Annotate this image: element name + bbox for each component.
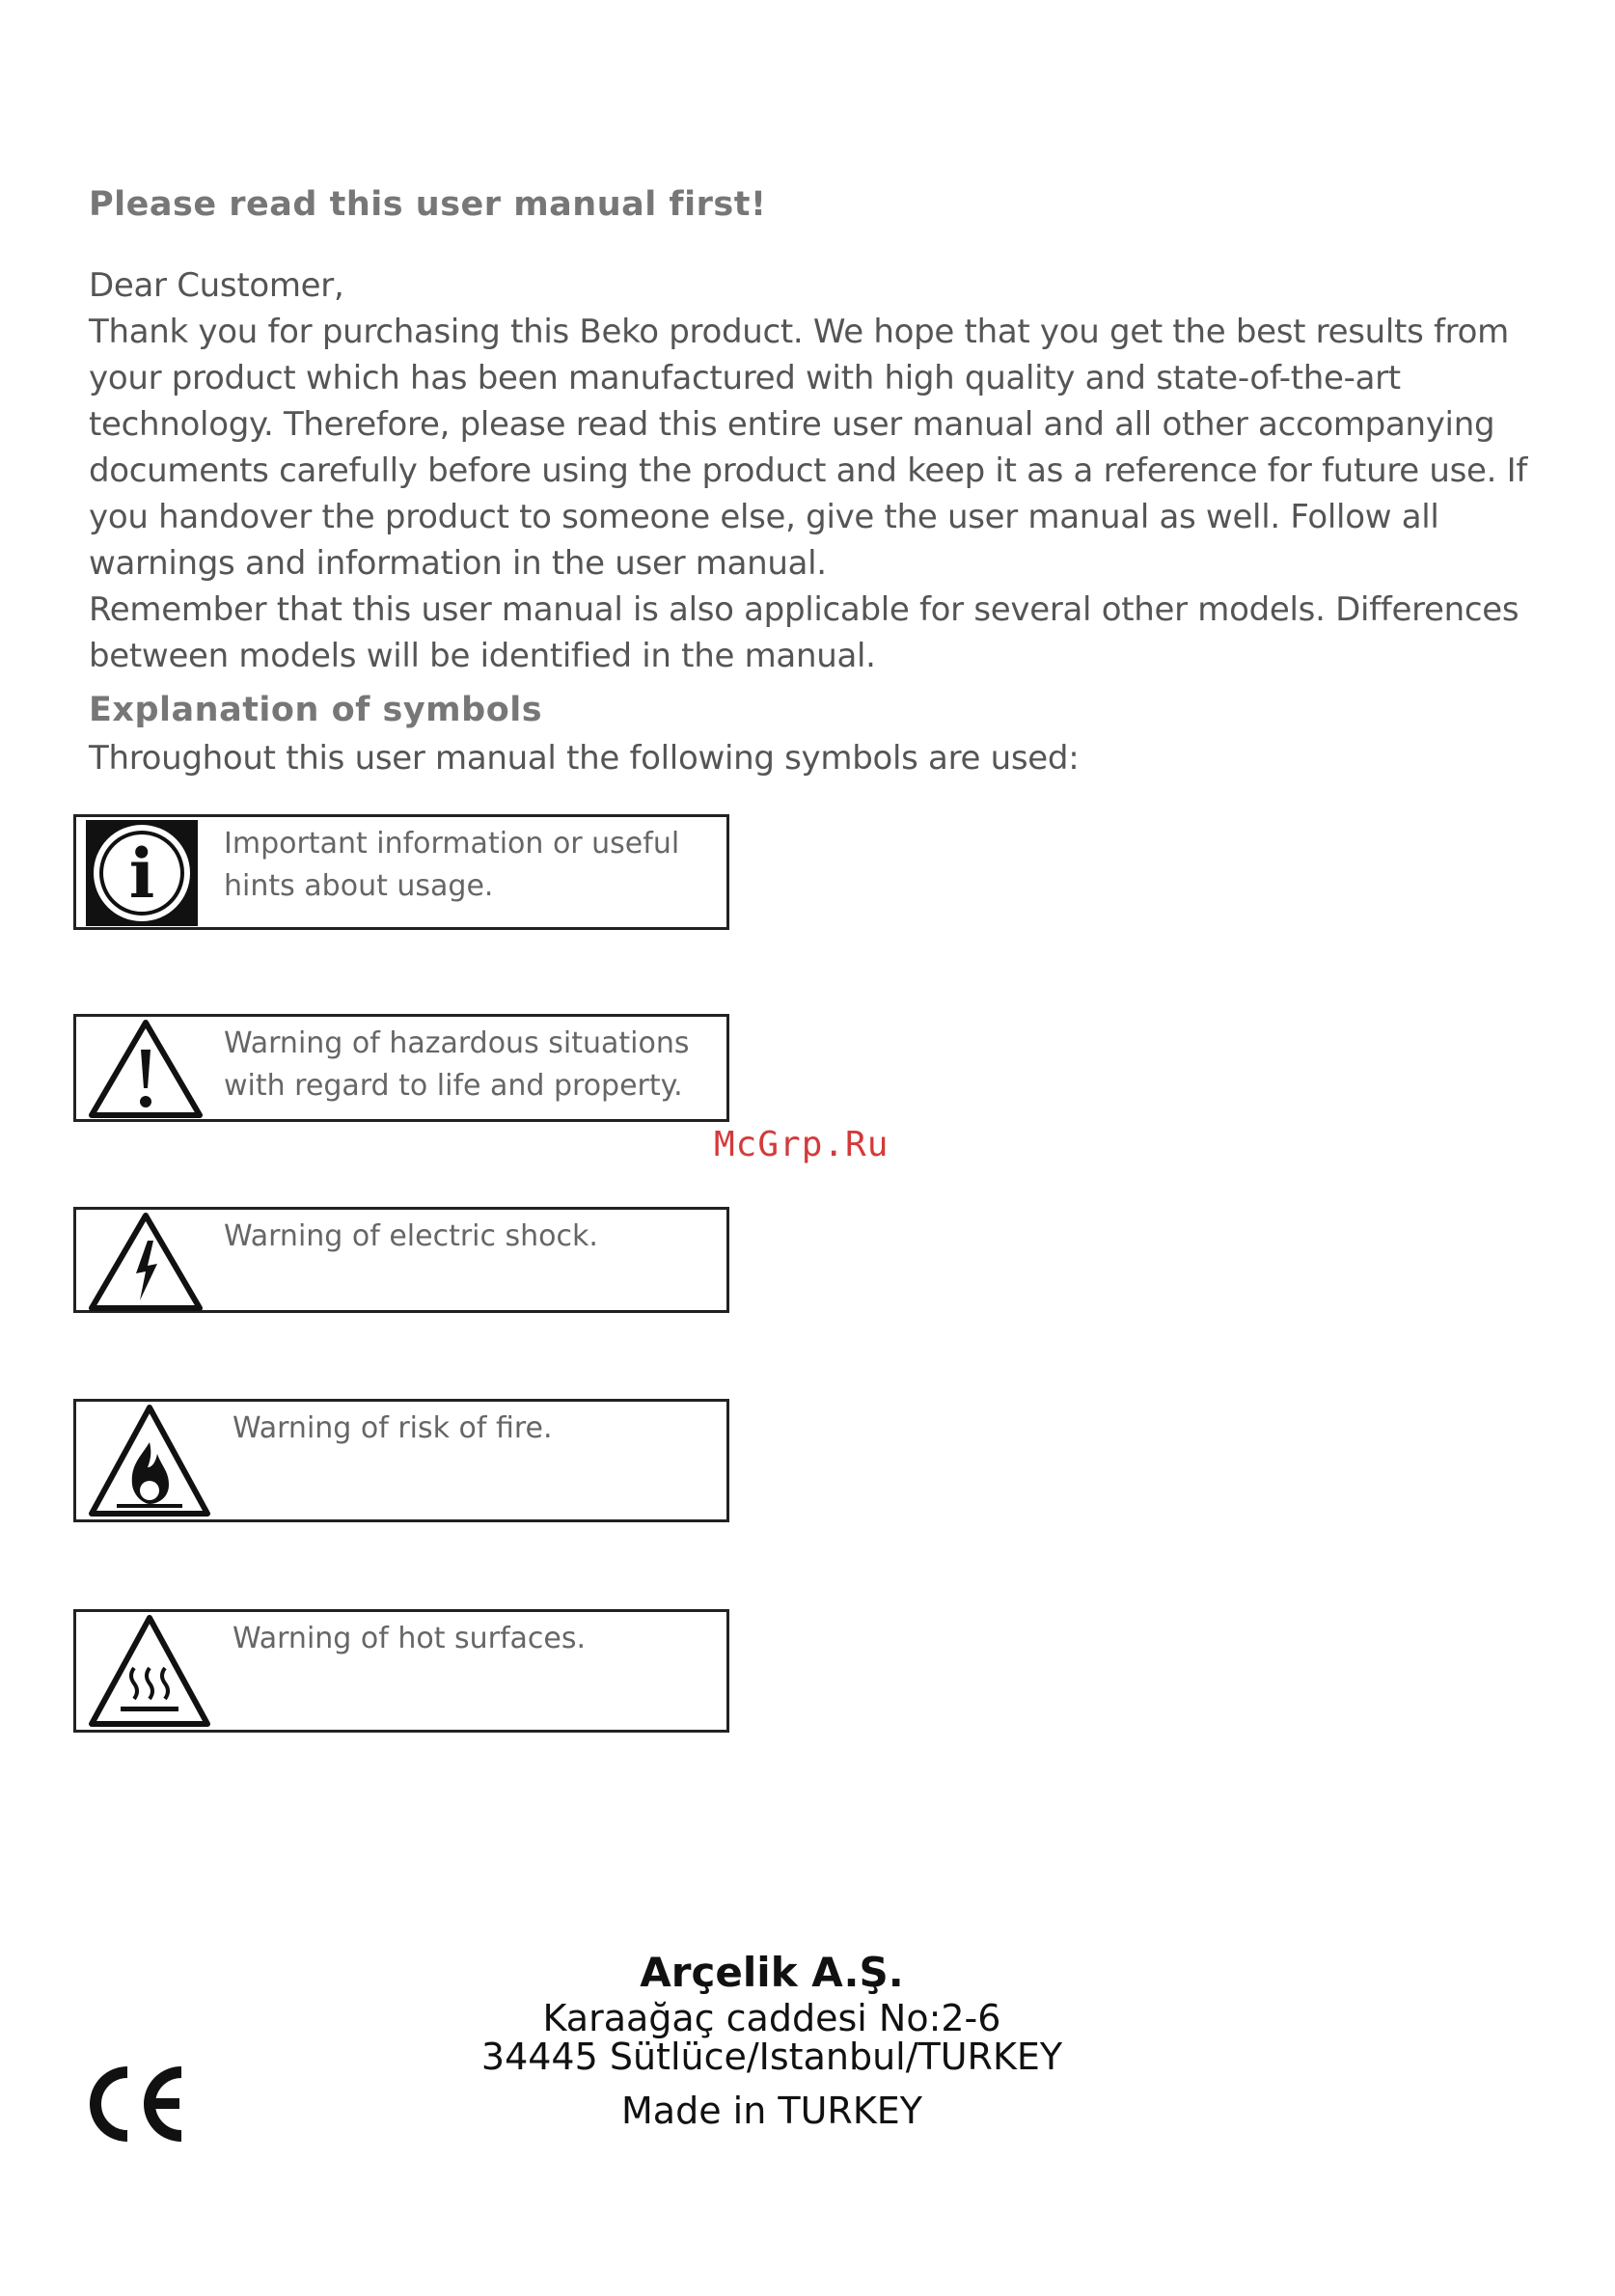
symbol-text-info: Important information or useful hints about usage.: [224, 827, 680, 903]
intro-paragraph-1: Thank you for purchasing this Beko product. We hope that you get the best results from your product which has been manufactured with high quality and state-of-the-art technology. Therefore, please read this entire user manual and all other accompanying documents carefully before using the product and keep it as a reference for future use. If you handover the product to someone else, give the user manual as well. Follow all warnings and information in the user manual.: [89, 313, 1528, 583]
symbol-text-hazard: Warning of hazardous situations with regard to life and property.: [224, 1026, 690, 1103]
made-in: Made in TURKEY: [621, 2090, 922, 2132]
company-city: 34445 Sütlüce/Istanbul/TURKEY: [480, 2036, 1063, 2078]
symbols-intro: Throughout this user manual the following symbols are used:: [89, 739, 1080, 778]
ce-mark: [85, 2063, 191, 2146]
intro-text: [89, 262, 1555, 679]
hot-surface-icon: [88, 1614, 211, 1730]
symbol-text-electric: Warning of electric shock.: [224, 1219, 598, 1253]
svg-text:i: i: [128, 834, 155, 914]
symbol-row-hot: [73, 1609, 729, 1733]
fire-risk-icon: [88, 1404, 211, 1519]
symbol-row-electric: [73, 1207, 729, 1313]
electric-shock-icon: [88, 1212, 204, 1312]
symbol-row-info: [73, 814, 729, 930]
symbol-row-fire: [73, 1399, 729, 1522]
manual-title: Please read this user manual first!: [89, 185, 767, 224]
symbols-title: Explanation of symbols: [89, 691, 543, 729]
watermark: McGrp.Ru: [714, 1125, 890, 1164]
info-icon: [86, 820, 198, 926]
intro-paragraph-2: Remember that this user manual is also applicable for several other models. Differences between models will be identified in the manual.: [89, 590, 1519, 675]
salutation: Dear Customer,: [89, 266, 344, 305]
symbol-text-fire: Warning of risk of fire.: [233, 1411, 553, 1445]
ce-mark-icon: [85, 2063, 191, 2146]
company-street: Karaağaç caddesi No:2-6: [542, 1997, 1001, 2039]
symbol-row-hazard: [73, 1014, 729, 1122]
symbol-text-hot: Warning of hot surfaces.: [233, 1622, 587, 1655]
company-name: Arçelik A.Ş.: [640, 1949, 904, 1996]
exclamation-warning-icon: [88, 1019, 204, 1119]
